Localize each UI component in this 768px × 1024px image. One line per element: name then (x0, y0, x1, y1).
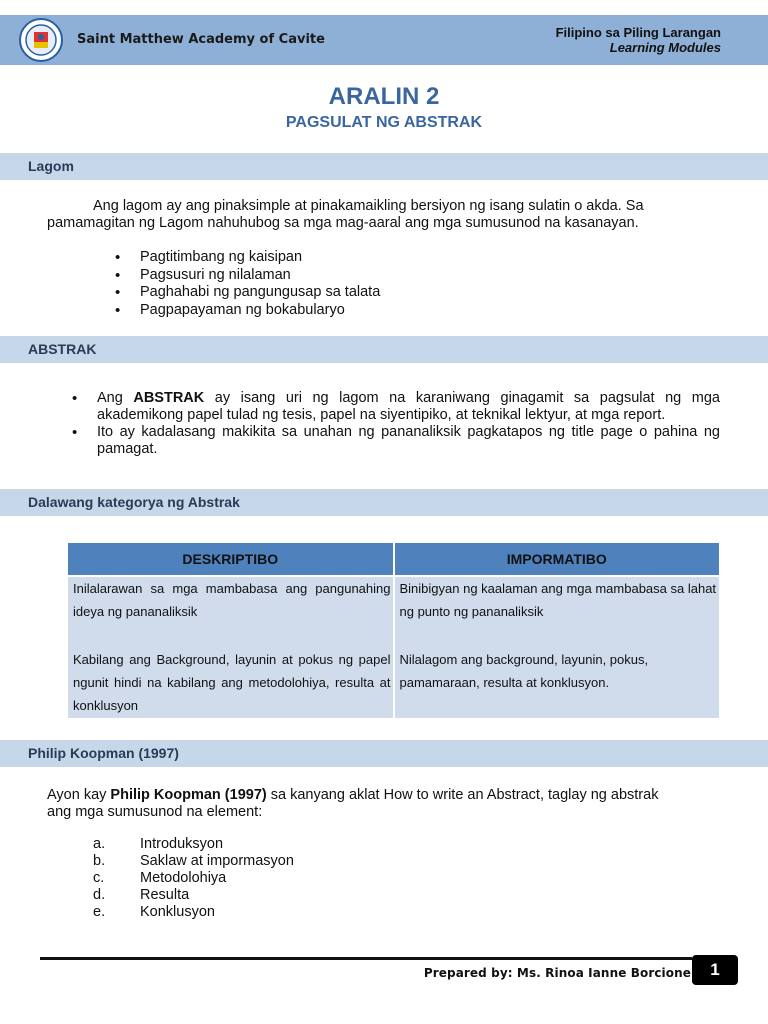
section-heading: ABSTRAK (28, 341, 97, 357)
cell-paragraph: Binibigyan ng kaalaman ang mga mambabasa sa lahat ng punto ng pananaliksik (399, 581, 717, 619)
list-item: • Pagpapayaman ng bokabularyo (113, 302, 613, 320)
text-run: sa kanyang aklat How to write an Abstract, taglay ng abstrak ang mga sumusunod na element: (47, 787, 659, 820)
list-text: Introduksyon (140, 836, 224, 852)
category-table (66, 541, 721, 720)
table-header-row (67, 542, 720, 576)
section-heading: Lagom (28, 158, 74, 174)
list-marker: e. (93, 904, 106, 920)
cell-paragraph: Inilalarawan sa mga mambabasa ang pangunahing ideya ng pananaliksik (73, 581, 391, 619)
lagom-skill-list (113, 249, 613, 319)
list-item: • Pagtitimbang ng kaisipan (113, 249, 613, 267)
lagom-paragraph: Ang lagom ay ang pinaksimple at pinakamaikling bersiyon ng isang sulatin o akda. Sa pamamagitan ng Lagom nahuhubog sa mga mag-aaral ang mga sumusunod na kasanayan. (47, 198, 644, 231)
prepared-by: Prepared by: Ms. Rinoa Ianne Borcione (423, 966, 691, 980)
list-marker: a. (93, 836, 106, 852)
subject-title: Filipino sa Piling Larangan (555, 25, 721, 40)
list-item (93, 853, 294, 870)
module-label: Learning Modules (609, 40, 721, 55)
list-text: Resulta (140, 887, 190, 903)
section-band-kategorya (0, 489, 768, 516)
bold-term: ABSTRAK (133, 390, 205, 406)
cell-paragraph: Kabilang ang Background, layunin at pokus ng papel ngunit hindi na kabilang ang metodolohiya, resulta at konklusyon (73, 652, 391, 713)
koopman-intro (47, 787, 680, 821)
section-band-abstrak (0, 336, 768, 363)
table-cell (394, 576, 721, 719)
section-heading: Dalawang kategorya ng Abstrak (28, 494, 240, 510)
school-seal-icon (18, 17, 64, 63)
table-row (67, 576, 720, 719)
footer-rule (40, 957, 692, 960)
cell-paragraph: Nilalagom ang background, layunin, pokus, pamamaraan, resulta at konklusyon. (399, 652, 649, 690)
list-marker: d. (93, 887, 106, 903)
page-number: 1 (692, 955, 738, 985)
list-marker: c. (93, 870, 105, 886)
table-cell (67, 576, 394, 719)
list-item (93, 887, 294, 904)
list-text: Konklusyon (140, 904, 215, 920)
text-run: Ayon kay (47, 787, 111, 803)
abstrak-list (70, 390, 720, 458)
list-item (70, 390, 720, 424)
list-item: • Pagsusuri ng nilalaman (113, 267, 613, 285)
list-text: Metodolohiya (140, 870, 227, 886)
lesson-topic: PAGSULAT NG ABSTRAK (285, 114, 483, 131)
list-item: • Paghahabi ng pangungusap sa talata (113, 284, 613, 302)
subject-block (556, 25, 721, 55)
bold-term: Philip Koopman (1997) (110, 787, 267, 803)
school-name: Saint Matthew Academy of Cavite (77, 32, 325, 47)
list-marker: b. (93, 853, 106, 869)
text-run: ay isang uri ng lagom na karaniwang ginagamit sa pagsulat ng mga akademikong papel tulad ng tesis, papel na siyentipiko, at teknikal lektyur, at mga report. (97, 390, 720, 423)
list-item (93, 904, 294, 921)
section-heading: Philip Koopman (1997) (28, 745, 179, 761)
section-band-koopman (0, 740, 768, 767)
section-band-lagom (0, 153, 768, 180)
list-text: Saklaw at impormasyon (140, 853, 294, 869)
column-header-impormatibo: IMPORMATIBO (394, 542, 721, 576)
list-item (93, 836, 294, 853)
column-header-deskriptibo: DESKRIPTIBO (67, 542, 394, 576)
element-list (93, 836, 294, 921)
page-header (0, 15, 768, 65)
list-item: • Ito ay kadalasang makikita sa unahan ng pananaliksik pagkatapos ng title page o pahina ng pamagat. (70, 424, 720, 458)
lesson-title: ARALIN 2 (328, 83, 440, 110)
text-run: Ang (97, 390, 134, 406)
list-item (93, 870, 294, 887)
